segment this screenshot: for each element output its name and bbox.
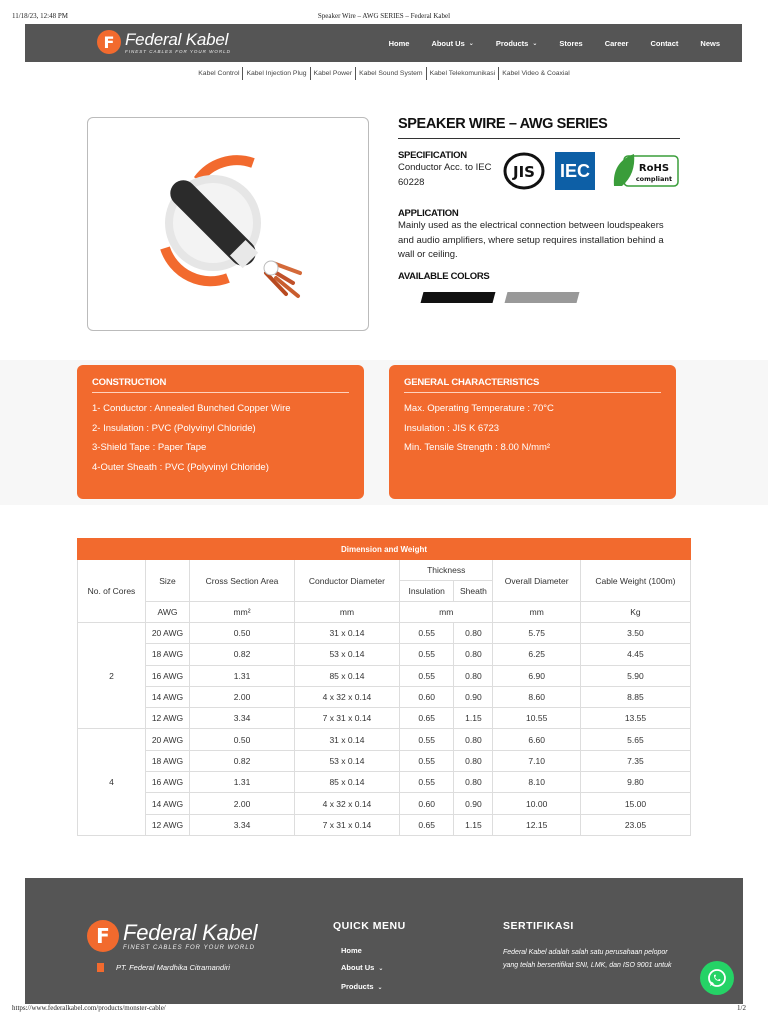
chevron-down-icon: ⌄	[532, 40, 538, 47]
dimension-table	[77, 538, 691, 836]
construction-card	[77, 365, 364, 499]
table-caption: Dimension and Weight	[78, 539, 691, 560]
table-cell: 7 x 31 x 0.14	[295, 814, 400, 835]
nav-item-label: About Us	[431, 38, 465, 48]
table-cell: 31 x 0.14	[295, 729, 400, 750]
print-url: https://www.federalkabel.com/products/monster-cable/	[12, 1004, 166, 1012]
table-cell: 16 AWG	[145, 772, 189, 793]
table-cell: 1.15	[454, 708, 493, 729]
table-cell: 0.55	[399, 729, 454, 750]
table-cell: 0.55	[399, 644, 454, 665]
specification-section	[398, 150, 680, 200]
construction-item: 2- Insulation : PVC (Polyvinyl Chloride)	[92, 422, 256, 434]
main-menu	[389, 24, 742, 62]
table-cell: 0.60	[399, 686, 454, 707]
application-section	[398, 208, 680, 263]
rohs-logo-text: RoHS	[638, 163, 670, 174]
footer-company	[97, 963, 230, 972]
table-cell: 13.55	[580, 708, 690, 729]
iec-logo-icon: IEC	[555, 152, 595, 190]
category-bar	[0, 67, 768, 80]
table-cell: 0.55	[399, 623, 454, 644]
chevron-down-icon: ⌄	[468, 40, 474, 47]
table-row	[78, 729, 691, 750]
table-cell: 0.80	[454, 750, 493, 771]
whatsapp-button[interactable]	[700, 961, 734, 995]
color-swatches	[398, 292, 680, 304]
product-title: SPEAKER WIRE – AWG SERIES	[398, 116, 680, 139]
nav-item-products[interactable]	[496, 39, 538, 48]
characteristics-card	[389, 365, 676, 499]
table-cell: 1.31	[190, 665, 295, 686]
product-image	[87, 117, 369, 331]
footer-menu-item[interactable]	[341, 959, 406, 978]
table-row	[78, 772, 691, 793]
header-cross-section: Cross Section Area	[190, 560, 295, 602]
cores-cell: 4	[78, 729, 146, 835]
footer-logo-name: Federal Kabel	[123, 919, 258, 945]
table-cell: 53 x 0.14	[295, 750, 400, 771]
rohs-logo-icon	[610, 152, 680, 190]
table-row	[78, 644, 691, 665]
characteristic-item: Insulation : JIS K 6723	[404, 422, 500, 434]
characteristics-heading: GENERAL CHARACTERISTICS	[404, 377, 661, 393]
table-cell: 0.80	[454, 772, 493, 793]
table-cell: 7.35	[580, 750, 690, 771]
table-cell: 53 x 0.14	[295, 644, 400, 665]
table-cell: 0.60	[399, 793, 454, 814]
table-cell: 7.10	[493, 750, 580, 771]
product-info	[398, 116, 680, 304]
category-link[interactable]: Kabel Video & Coaxial	[498, 67, 573, 80]
color-swatch-black[interactable]	[421, 292, 496, 303]
unit-cross: mm²	[190, 602, 295, 623]
table-cell: 0.55	[399, 750, 454, 771]
footer-quick-menu	[333, 920, 406, 997]
sertifikasi-text: Federal Kabel adalah salah satu perusahaan pelopor yang telah bersertifikat SNI, LMK, dan ISO 9001 untuk	[503, 949, 672, 969]
header-cable-weight: Cable Weight (100m)	[580, 560, 690, 602]
cable-illustration	[88, 118, 369, 331]
header-sheath: Sheath	[454, 581, 493, 602]
footer-logo-tagline: FINEST CABLES FOR YOUR WORLD	[123, 944, 255, 951]
app-text: Mainly used as the electrical connection between loudspeakers and audio amplifiers, where setup requires installation behind a wall or ceiling.	[398, 220, 664, 260]
nav-item-stores[interactable]	[559, 39, 582, 48]
header-insulation: Insulation	[399, 581, 454, 602]
category-link[interactable]: Kabel Control	[198, 70, 240, 77]
table-cell: 4 x 32 x 0.14	[295, 793, 400, 814]
table-cell: 6.25	[493, 644, 580, 665]
footer-menu-label: About Us	[341, 963, 375, 972]
footer-menu-label: Products	[341, 982, 374, 991]
color-swatch-gray[interactable]	[505, 292, 580, 303]
colors-heading: AVAILABLE COLORS	[398, 270, 490, 282]
table-cell: 31 x 0.14	[295, 623, 400, 644]
header-thickness: Thickness	[399, 560, 493, 581]
nav-item-home[interactable]	[389, 39, 410, 48]
table-cell: 8.10	[493, 772, 580, 793]
unit-conductor: mm	[295, 602, 400, 623]
logo-mark-icon: F	[97, 30, 121, 54]
table-cell: 0.55	[399, 665, 454, 686]
logo-name: Federal Kabel	[125, 29, 229, 49]
characteristic-item: Max. Operating Temperature : 70°C	[404, 403, 554, 414]
table-cell: 9.80	[580, 772, 690, 793]
header-overall-diameter: Overall Diameter	[493, 560, 580, 602]
table-cell: 0.50	[190, 729, 295, 750]
print-date: 11/18/23, 12:48 PM	[12, 12, 68, 20]
nav-item-career[interactable]	[605, 39, 629, 48]
dimension-table-wrapper	[77, 538, 691, 836]
footer-menu-item[interactable]	[341, 942, 406, 959]
table-cell: 2.00	[190, 686, 295, 707]
table-cell: 85 x 0.14	[295, 665, 400, 686]
table-cell: 10.55	[493, 708, 580, 729]
logo-tagline: FINEST CABLES FOR YOUR WORLD	[125, 48, 231, 54]
construction-heading: CONSTRUCTION	[92, 377, 349, 393]
table-cell: 23.05	[580, 814, 690, 835]
category-link[interactable]: Kabel Sound System	[355, 67, 425, 80]
print-page-number: 1/2	[737, 1004, 746, 1012]
table-cell: 3.50	[580, 623, 690, 644]
footer-menu-item[interactable]	[341, 978, 406, 997]
unit-weight: Kg	[580, 602, 690, 623]
table-cell: 5.65	[580, 729, 690, 750]
nav-item-label: Products	[495, 38, 529, 48]
table-row	[78, 793, 691, 814]
nav-item-label: Home	[388, 38, 410, 48]
table-cell: 12 AWG	[145, 708, 189, 729]
table-cell: 0.80	[454, 644, 493, 665]
footer-logo[interactable]	[87, 920, 257, 952]
characteristic-item: Min. Tensile Strength : 8.00 N/mm²	[404, 442, 551, 453]
footer-sertifikasi	[503, 920, 683, 972]
print-page-title: Speaker Wire – AWG SERIES – Federal Kabel	[317, 12, 451, 20]
table-row	[78, 708, 691, 729]
footer-menu-label: Home	[341, 946, 362, 955]
table-cell: 2.00	[190, 793, 295, 814]
table-cell: 1.15	[454, 814, 493, 835]
table-cell: 18 AWG	[145, 750, 189, 771]
table-cell: 20 AWG	[145, 729, 189, 750]
table-cell: 14 AWG	[145, 686, 189, 707]
table-cell: 10.00	[493, 793, 580, 814]
unit-thickness: mm	[399, 602, 493, 623]
table-cell: 0.82	[190, 750, 295, 771]
table-cell: 5.90	[580, 665, 690, 686]
construction-item: 3-Shield Tape : Paper Tape	[92, 442, 207, 453]
header-conductor-diameter: Conductor Diameter	[295, 560, 400, 602]
spec-text: Conductor Acc. to IEC 60228	[398, 162, 492, 188]
nav-item-label: Career	[604, 38, 629, 48]
unit-overall: mm	[493, 602, 580, 623]
table-row	[78, 623, 691, 644]
table-cell: 85 x 0.14	[295, 772, 400, 793]
app-heading: APPLICATION	[398, 208, 459, 219]
table-cell: 0.55	[399, 772, 454, 793]
construction-item: 1- Conductor : Annealed Bunched Copper Wire	[92, 403, 291, 414]
top-navbar	[25, 24, 742, 62]
building-icon	[97, 963, 104, 972]
table-cell: 0.65	[399, 814, 454, 835]
jis-logo-icon	[503, 152, 545, 190]
table-cell: 1.31	[190, 772, 295, 793]
table-row	[78, 665, 691, 686]
quick-menu-heading: QUICK MENU	[333, 920, 406, 932]
table-cell: 20 AWG	[145, 623, 189, 644]
table-cell: 4 x 32 x 0.14	[295, 686, 400, 707]
nav-item-label: Contact	[650, 38, 679, 48]
footer-logo-mark-icon: F	[87, 920, 119, 952]
table-row	[78, 814, 691, 835]
header-cores: No. of Cores	[78, 560, 146, 623]
print-header	[0, 10, 768, 22]
table-cell: 6.90	[493, 665, 580, 686]
nav-item-news[interactable]	[700, 39, 720, 48]
table-cell: 12.15	[493, 814, 580, 835]
table-cell: 16 AWG	[145, 665, 189, 686]
chevron-down-icon: ⌄	[377, 985, 383, 991]
construction-item: 4-Outer Sheath : PVC (Polyvinyl Chloride)	[92, 461, 269, 473]
table-row	[78, 750, 691, 771]
table-cell: 8.60	[493, 686, 580, 707]
table-cell: 4.45	[580, 644, 690, 665]
table-cell: 0.65	[399, 708, 454, 729]
table-cell: 6.60	[493, 729, 580, 750]
table-cell: 0.80	[454, 729, 493, 750]
category-link[interactable]: Kabel Power	[310, 67, 356, 80]
unit-size: AWG	[145, 602, 189, 623]
table-cell: 0.50	[190, 623, 295, 644]
table-cell: 18 AWG	[145, 644, 189, 665]
site-footer	[25, 878, 743, 1004]
jis-logo-text: JIS	[513, 163, 535, 181]
table-row	[78, 686, 691, 707]
footer-company-name: PT. Federal Mardhika Citramandiri	[116, 963, 230, 972]
table-cell: 0.80	[454, 665, 493, 686]
category-link[interactable]: Kabel Injection Plug	[242, 67, 309, 80]
nav-item-label: News	[700, 38, 720, 48]
table-cell: 0.90	[454, 686, 493, 707]
table-cell: 8.85	[580, 686, 690, 707]
nav-item-contact[interactable]	[650, 39, 678, 48]
table-cell: 14 AWG	[145, 793, 189, 814]
cores-cell: 2	[78, 623, 146, 729]
chevron-down-icon: ⌄	[378, 966, 384, 972]
table-cell: 0.90	[454, 793, 493, 814]
header-size: Size	[145, 560, 189, 602]
spec-heading: SPECIFICATION	[398, 150, 467, 161]
table-cell: 0.82	[190, 644, 295, 665]
table-cell: 5.75	[493, 623, 580, 644]
table-cell: 15.00	[580, 793, 690, 814]
site-logo[interactable]	[97, 30, 231, 54]
sertifikasi-heading: SERTIFIKASI	[503, 920, 574, 932]
category-link[interactable]: Kabel Telekomunikasi	[426, 67, 499, 80]
rohs-logo-subtext: compliant	[635, 175, 673, 183]
table-cell: 0.80	[454, 623, 493, 644]
nav-item-label: Stores	[559, 38, 583, 48]
table-cell: 3.34	[190, 708, 295, 729]
whatsapp-icon	[707, 968, 727, 988]
table-cell: 3.34	[190, 814, 295, 835]
nav-item-about-us[interactable]	[431, 39, 473, 48]
table-cell: 7 x 31 x 0.14	[295, 708, 400, 729]
table-cell: 12 AWG	[145, 814, 189, 835]
